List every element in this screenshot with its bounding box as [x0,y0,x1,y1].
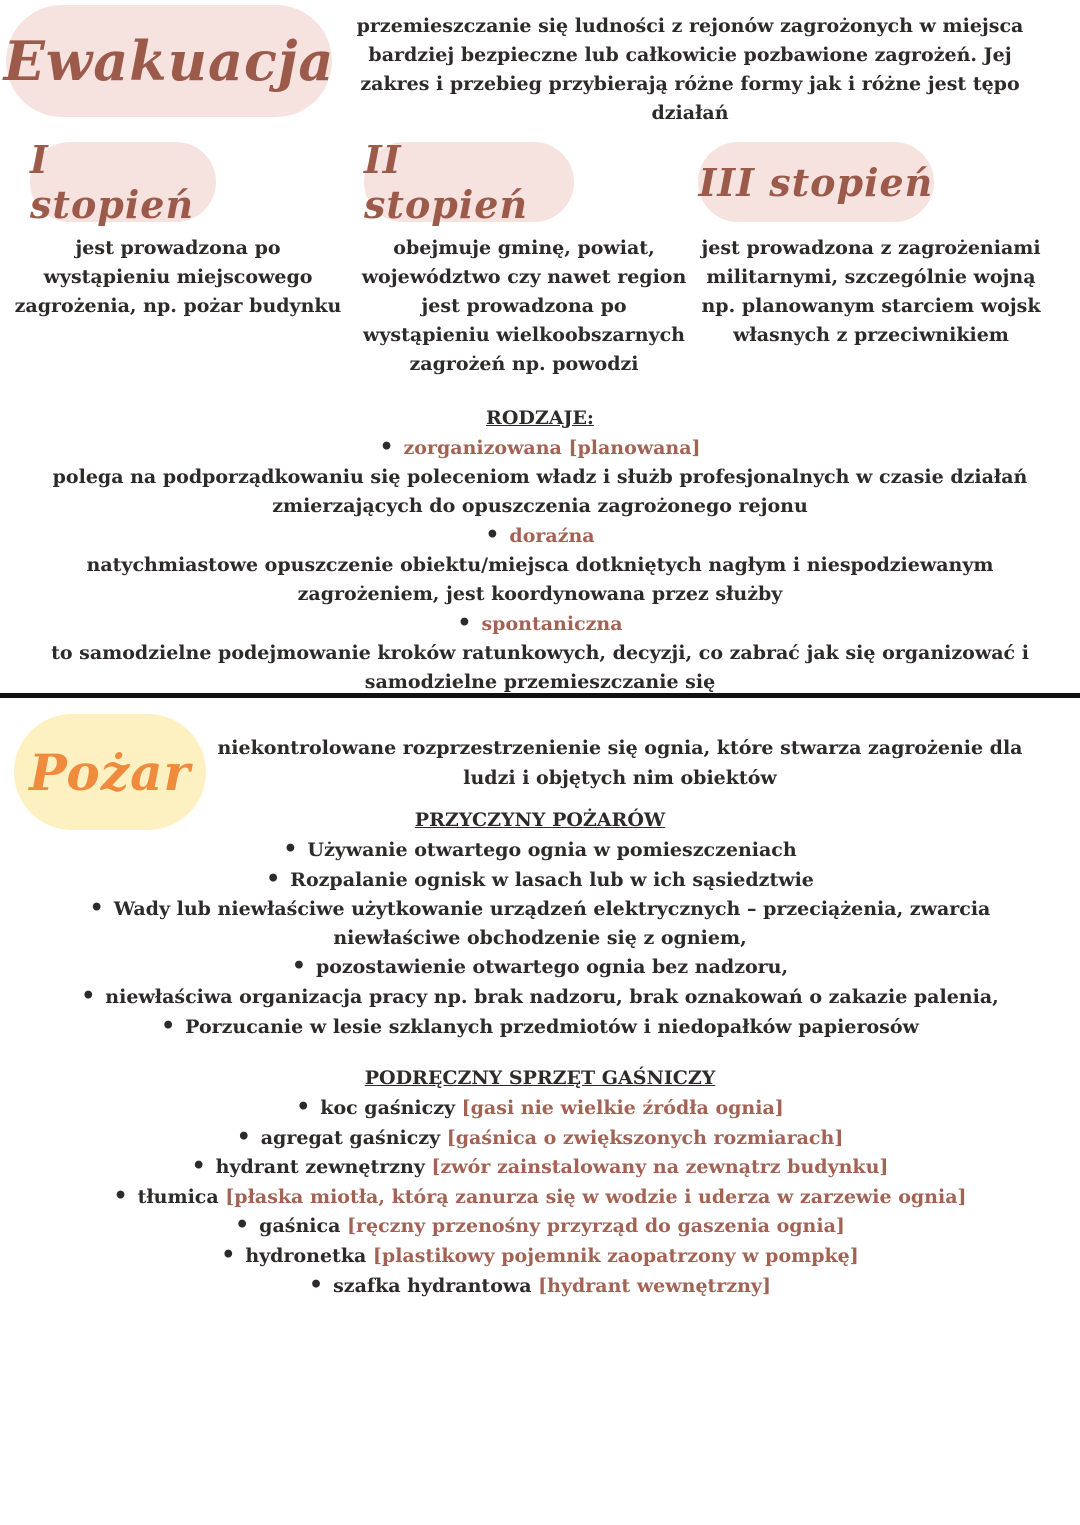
evacuation-title-pill [3,5,335,117]
equipment-list [20,1093,1060,1300]
type-2-name: • doraźna [485,522,595,548]
degree-3-label: III stopień [698,159,934,205]
fire-causes [20,806,1060,1041]
bullet-icon: • [296,1094,311,1120]
equipment-item: • hydronetka [plastikowy pojemnik zaopatrzony w pompkę] [221,1241,859,1268]
type-3-name: • spontaniczna [457,610,623,636]
cause-item: • Wady lub niewłaściwe użytkowanie urządzeń elektrycznych – przeciążenia, zwarcia [89,895,991,922]
bullet-icon: • [235,1212,250,1239]
cause-item: • Używanie otwartego ognia w pomieszczeniach [283,836,797,862]
bullet-icon: • [191,1153,206,1180]
cause-item: • niewłaściwa organizacja pracy np. brak nadzoru, brak oznakowań o zakazie palenia, [81,982,999,1009]
types-heading: RODZAJE: [486,407,594,429]
section-divider [0,693,1080,698]
bullet-icon: • [89,895,104,922]
bullet-icon: • [379,434,394,460]
type-1-desc: polega na podporządkowaniu się poleceniom władz i służb profesjonalnych w czasie działań zmierzających do opuszczenia zagrożonego rejonu [52,466,1028,517]
bullet-icon: • [485,522,500,548]
bullet-icon: • [161,1012,176,1039]
type-2-desc: natychmiastowe opuszczenie obiektu/miejsca dotkniętych nagłym i niespodziewanym zagrożeniem, jest koordynowana przez służby [86,554,994,605]
degree-2-label: II stopień [364,137,529,227]
cause-item-continuation: niewłaściwe obchodzenie się z ogniem, [333,926,747,949]
degree-2-text: obejmuje gminę, powiat, województwo czy nawet region jest prowadzona po wystąpieniu wielkoobszarnych zagrożeń np. powodzi [361,237,687,375]
evacuation-types [20,404,1060,697]
degree-2-pill [364,137,574,227]
degree-1-label: I stopień [30,137,195,227]
causes-heading: PRZYCZYNY POŻARÓW [414,809,666,831]
equipment-heading: PODRĘCZNY SPRZĘT GAŚNICZY [364,1067,716,1089]
bullet-icon: • [221,1241,236,1268]
bullet-icon: • [291,953,306,980]
degree-3-pill [698,142,934,222]
type-1-name: • zorganizowana [planowana] [379,434,701,460]
fire-equipment [20,1064,1060,1300]
equipment-item: • tłumica [płaska miotła, którą zanurza się w wodzie i uderza w zarzewie ognia] [113,1182,967,1209]
bullet-icon: • [283,836,298,862]
equipment-item: • hydrant zewnętrzny [zwór zainstalowany na zewnątrz budynku] [191,1153,889,1180]
cause-item: • Rozpalanie ognisk w lasach lub w ich sąsiedztwie [266,865,814,892]
type-3-desc: to samodzielne podejmowanie kroków ratunkowych, decyzji, co zabrać jak się organizować i samodzielne przemieszczanie się [51,642,1029,693]
equipment-item: • szafka hydrantowa [hydrant wewnętrzny] [309,1271,771,1298]
equipment-item: • gaśnica [ręczny przenośny przyrząd do gaszenia ognia] [235,1212,845,1239]
bullet-icon: • [457,610,472,636]
bullet-icon: • [81,982,96,1009]
bullet-icon: • [113,1182,128,1209]
fire-title: Pożar [29,742,191,802]
equipment-item: • agregat gaśniczy [gaśnica o zwiększonych rozmiarach] [236,1123,844,1150]
degree-1-text: jest prowadzona po wystąpieniu miejscowego zagrożenia, np. pożar budynku [14,237,342,317]
fire-definition: niekontrolowane rozprzestrzenienie się ognia, które stwarza zagrożenie dla ludzi i objętych nim obiektów [217,737,1023,789]
bullet-icon: • [309,1271,324,1298]
degree-3-text: jest prowadzona z zagrożeniami militarnymi, szczególnie wojną np. planowanym starciem wojsk własnych z przeciwnikiem [701,237,1041,346]
degree-1-pill [30,137,216,227]
evacuation-title: Ewakuacja [3,29,335,93]
bullet-icon: • [266,865,281,892]
evacuation-definition: przemieszczanie się ludności z rejonów zagrożonych w miejsca bardziej bezpieczne lub całkowicie pozbawione zagrożeń. Jej zakres i przebieg przybierają różne formy jak i różne jest tępo działań [356,15,1024,124]
bullet-icon: • [236,1123,251,1150]
causes-list [20,835,1060,1041]
cause-item: • Porzucanie w lesie szklanych przedmiotów i niedopałków papierosów [161,1012,919,1039]
equipment-item: • koc gaśniczy [gasi nie wielkie źródła ognia] [296,1094,784,1120]
cause-item: • pozostawienie otwartego ognia bez nadzoru, [291,953,789,980]
